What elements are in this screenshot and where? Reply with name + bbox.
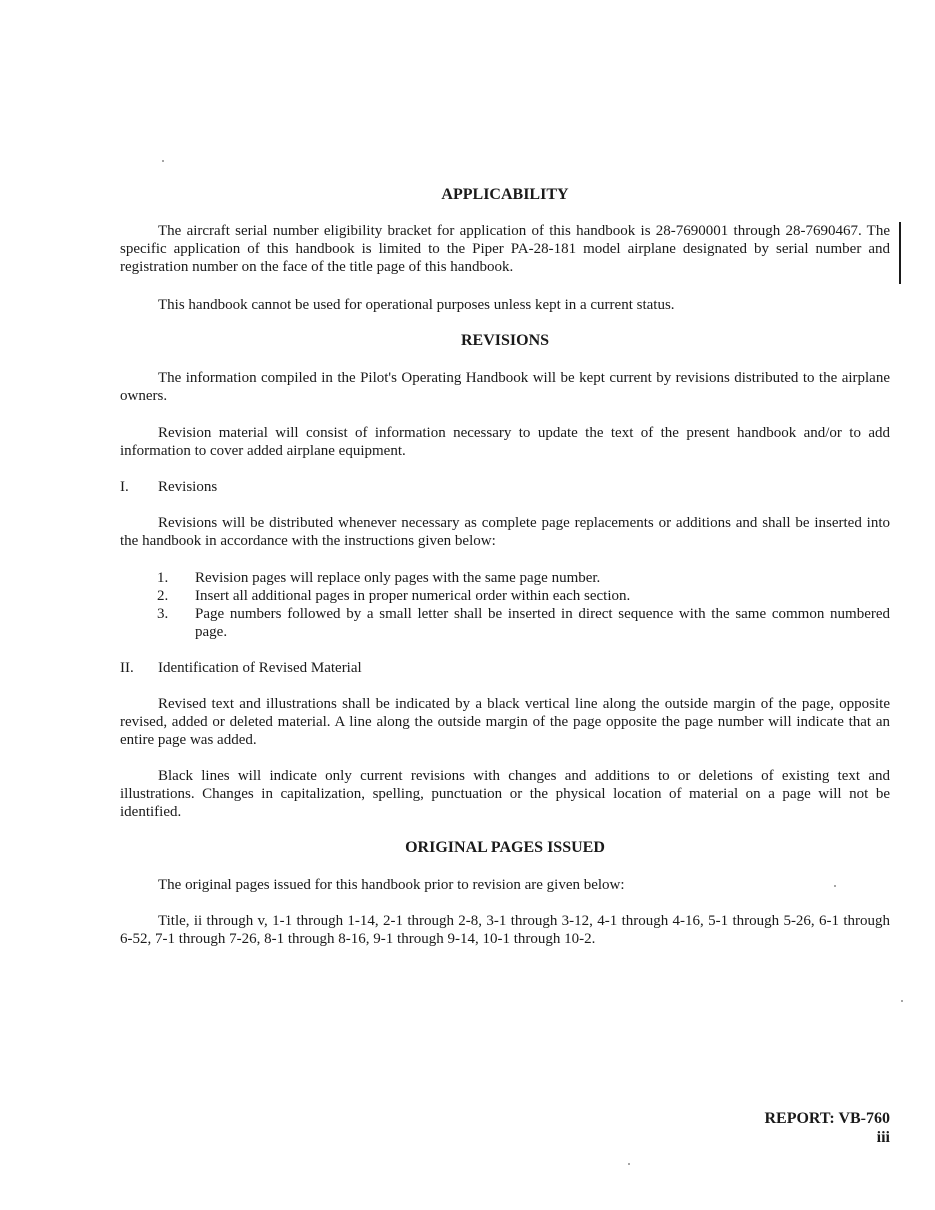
section-1-title: Revisions (158, 479, 218, 495)
section-1-heading (120, 478, 217, 496)
section-2-title: Identification of Revised Material (158, 660, 362, 676)
original-pages-paragraph-1: The original pages issued for this handbook prior to revision are given below: (158, 877, 625, 893)
scan-speck (162, 160, 164, 162)
list-item-text: Insert all additional pages in proper numerical order within each section. (195, 588, 631, 604)
section-2-number: II. (120, 660, 134, 676)
list-item-number: 1. (157, 570, 169, 586)
list-item-number: 3. (157, 606, 169, 622)
report-number: REPORT: VB-760 (764, 1110, 890, 1127)
applicability-paragraph-1: The aircraft serial number eligibility bracket for application of this handbook is 28-7690001 through 28-7690467. The specific application of this handbook is limited to the Piper PA-28-181 model airplane designated by serial number and registration number on the face of the title page of this handbook. (120, 223, 890, 275)
scan-speck (901, 1000, 903, 1002)
scan-speck (628, 1163, 630, 1165)
list-item (157, 569, 890, 587)
applicability-heading: APPLICABILITY (441, 186, 569, 203)
revisions-heading: REVISIONS (460, 332, 550, 349)
list-item (157, 587, 890, 605)
list-item-number: 2. (157, 588, 169, 604)
applicability-paragraph-2: This handbook cannot be used for operational purposes unless kept in a current status. (158, 297, 675, 313)
page-number: iii (876, 1129, 890, 1146)
list-item (157, 605, 890, 641)
section-1-number: I. (120, 479, 129, 495)
original-pages-list: Title, ii through v, 1-1 through 1-14, 2-1 through 2-8, 3-1 through 3-12, 4-1 through 4-16, 5-1 through 5-26, 6-1 through 6-52, 7-1 through 7-26, 8-1 through 8-16, 9-1 through 9-14, 10-1 through 10-2. (120, 913, 890, 947)
revision-instructions-list (157, 569, 890, 641)
revision-bar (899, 222, 901, 284)
revisions-paragraph-1: The information compiled in the Pilot's Operating Handbook will be kept current by revisions distributed to the airplane owners. (120, 370, 890, 404)
revisions-paragraph-2: Revision material will consist of information necessary to update the text of the present handbook and/or to add information to cover added airplane equipment. (120, 425, 890, 459)
section-2-heading (120, 659, 362, 677)
original-pages-heading: ORIGINAL PAGES ISSUED (405, 839, 605, 856)
list-item-text: Revision pages will replace only pages with the same page number. (195, 570, 601, 586)
list-item-text: Page numbers followed by a small letter shall be inserted in direct sequence with the same common numbered page. (195, 606, 890, 640)
section-2-paragraph-2: Black lines will indicate only current revisions with changes and additions to or deletions of existing text and illustrations. Changes in capitalization, spelling, punctuation or the physical location of material on a page will not be identified. (120, 768, 890, 820)
section-2-paragraph-1: Revised text and illustrations shall be indicated by a black vertical line along the outside margin of the page, opposite revised, added or deleted material. A line along the outside margin of the page opposite the page number will indicate that an entire page was added. (120, 696, 890, 748)
section-1-paragraph: Revisions will be distributed whenever necessary as complete page replacements or additions and shall be inserted into the handbook in accordance with the instructions given below: (120, 515, 890, 549)
